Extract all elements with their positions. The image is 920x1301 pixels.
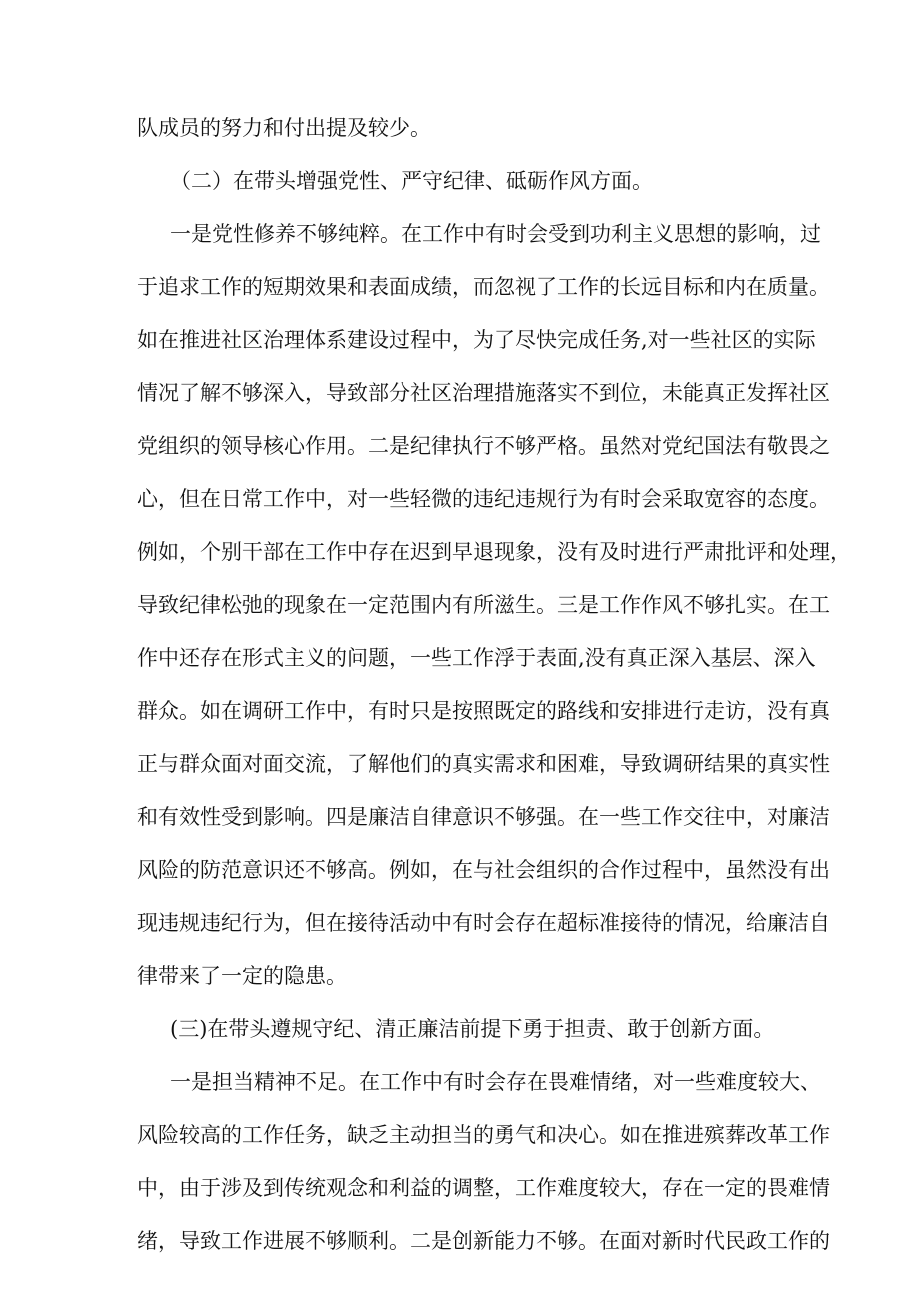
paragraph-line: 正与群众面对面交流，了解他们的真实需求和困难，导致调研结果的真实性 — [137, 752, 830, 776]
paragraph-line: 中，由于涉及到传统观念和利益的调整，工作难度较大，存在一定的畏难情 — [137, 1176, 830, 1200]
section-heading-3: (三)在带头遵规守纪、清正廉洁前提下勇于担责、敢于创新方面。 — [170, 1017, 775, 1041]
paragraph-line: 如在推进社区治理体系建设过程中，为了尽快完成任务,对一些社区的实际 — [137, 328, 816, 352]
paragraph-line: 队成员的努力和付出提及较少。 — [137, 116, 431, 140]
paragraph-line: 一是担当精神不足。在工作中有时会存在畏难情绪，对一些难度较大、 — [170, 1070, 821, 1094]
paragraph-line: 一是党性修养不够纯粹。在工作中有时会受到功利主义思想的影响，过 — [170, 222, 821, 246]
paragraph-line: 作中还存在形式主义的问题，一些工作浮于表面,没有真正深入基层、深入 — [137, 646, 816, 670]
paragraph-line: 和有效性受到影响。四是廉洁自律意识不够强。在一些工作交往中，对廉洁 — [137, 805, 830, 829]
paragraph-line: 心，但在日常工作中，对一些轻微的违纪违规行为有时会采取宽容的态度。 — [137, 487, 830, 511]
paragraph-line: 例如，个别干部在工作中存在迟到早退现象，没有及时进行严肃批评和处理， — [137, 540, 851, 564]
paragraph-line: 党组织的领导核心作用。二是纪律执行不够严格。虽然对党纪国法有敬畏之 — [137, 434, 830, 458]
paragraph-line: 导致纪律松弛的现象在一定范围内有所滋生。三是工作作风不够扎实。在工 — [137, 593, 830, 617]
paragraph-line: 于追求工作的短期效果和表面成绩，而忽视了工作的长远目标和内在质量。 — [137, 275, 830, 299]
paragraph-line: 情况了解不够深入，导致部分社区治理措施落实不到位，未能真正发挥社区 — [137, 381, 830, 405]
paragraph-line: 风险的防范意识还不够高。例如，在与社会组织的合作过程中，虽然没有出 — [137, 858, 830, 882]
paragraph-line: 群众。如在调研工作中，有时只是按照既定的路线和安排进行走访，没有真 — [137, 699, 830, 723]
paragraph-line: 现违规违纪行为，但在接待活动中有时会存在超标准接待的情况，给廉洁自 — [137, 911, 830, 935]
paragraph-line: 律带来了一定的隐患。 — [137, 964, 347, 988]
paragraph-line: 绪，导致工作进展不够顺利。二是创新能力不够。在面对新时代民政工作的 — [137, 1229, 830, 1253]
section-heading-2: （二）在带头增强党性、严守纪律、砥砺作风方面。 — [170, 169, 653, 193]
paragraph-line: 风险较高的工作任务，缺乏主动担当的勇气和决心。如在推进殡葬改革工作 — [137, 1123, 830, 1147]
